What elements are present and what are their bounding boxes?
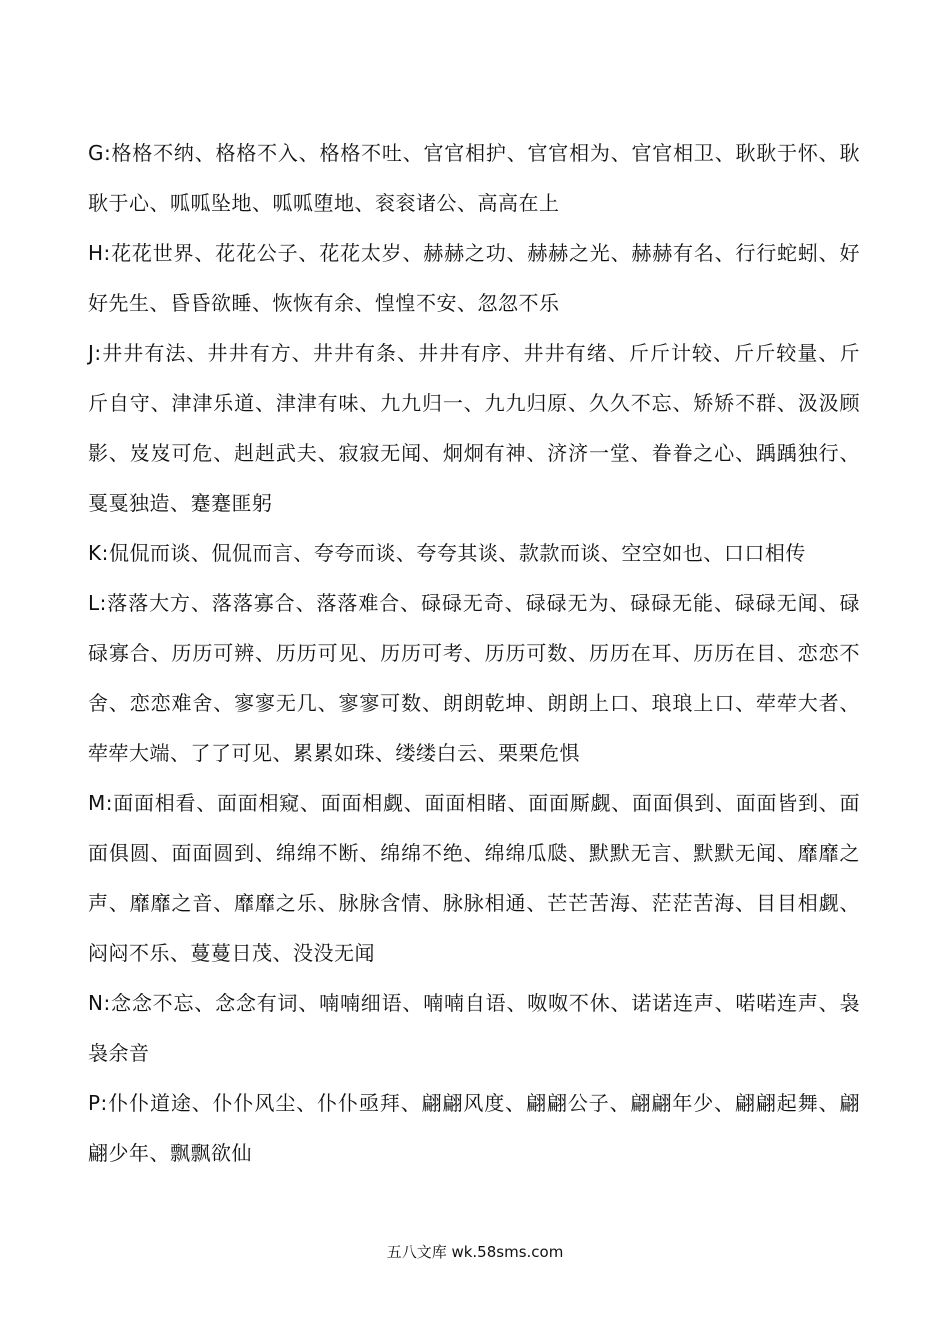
idiom-entry-l: L:落落大方、落落寡合、落落难合、碌碌无奇、碌碌无为、碌碌无能、碌碌无闻、碌碌寡合、历历可辨、历历可见、历历可考、历历可数、历历在耳、历历在目、恋恋不舍、恋恋难舍、寥寥无几、寥寥可数、朗朗乾坤、朗朗上口、琅琅上口、荦荦大者、荦荦大端、了了可见、累累如珠、缕缕白云、栗栗危惧 bbox=[88, 591, 860, 765]
idiom-entry-n: N:念念不忘、念念有词、喃喃细语、喃喃自语、呶呶不休、诺诺连声、喏喏连声、袅袅余音 bbox=[88, 991, 860, 1065]
idiom-entry-g: G:格格不纳、格格不入、格格不吐、官官相护、官官相为、官官相卫、耿耿于怀、耿耿于心、呱呱坠地、呱呱堕地、衮衮诸公、高高在上 bbox=[88, 141, 860, 215]
document-body bbox=[88, 128, 860, 1178]
idiom-entry-m: M:面面相看、面面相窥、面面相觑、面面相睹、面面厮觑、面面俱到、面面皆到、面面俱圆、面面圆到、绵绵不断、绵绵不绝、绵绵瓜瓞、默默无言、默默无闻、靡靡之声、靡靡之音、靡靡之乐、脉脉含情、脉脉相通、芒芒苦海、茫茫苦海、目目相觑、闷闷不乐、蔓蔓日茂、没没无闻 bbox=[88, 791, 860, 965]
page-footer: 五八文库 wk.58sms.com bbox=[386, 1243, 564, 1261]
idiom-entry-k: K:侃侃而谈、侃侃而言、夸夸而谈、夸夸其谈、款款而谈、空空如也、口口相传 bbox=[88, 541, 806, 565]
idiom-entry-j: J:井井有法、井井有方、井井有条、井井有序、井井有绪、斤斤计较、斤斤较量、斤斤自守、津津乐道、津津有味、九九归一、九九归原、久久不忘、矫矫不群、汲汲顾影、岌岌可危、赳赳武夫、寂寂无闻、炯炯有神、济济一堂、眷眷之心、踽踽独行、戛戛独造、蹇蹇匪躬 bbox=[88, 341, 860, 515]
idiom-entry-h: H:花花世界、花花公子、花花太岁、赫赫之功、赫赫之光、赫赫有名、行行蛇蚓、好好先生、昏昏欲睡、恢恢有余、惶惶不安、忽忽不乐 bbox=[88, 241, 860, 315]
idiom-entry-p: P:仆仆道途、仆仆风尘、仆仆亟拜、翩翩风度、翩翩公子、翩翩年少、翩翩起舞、翩翩少年、飘飘欲仙 bbox=[88, 1091, 860, 1165]
